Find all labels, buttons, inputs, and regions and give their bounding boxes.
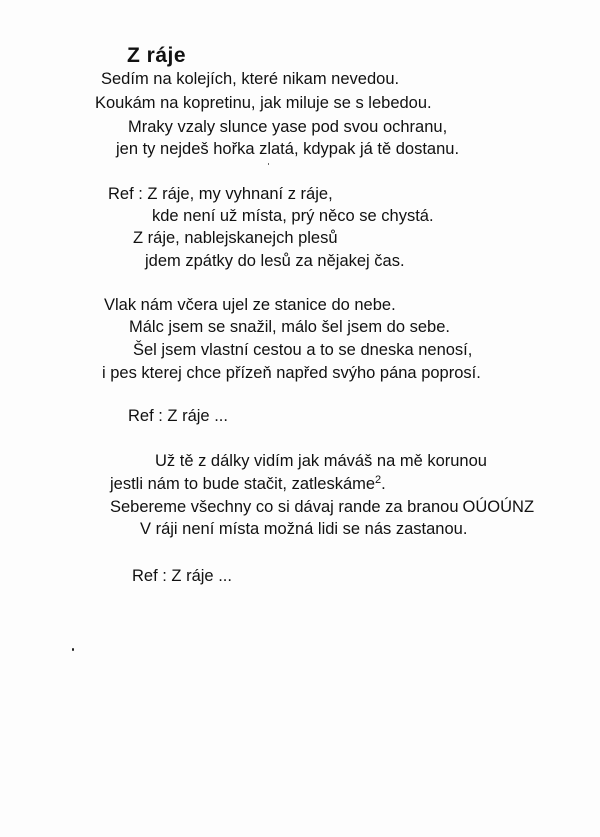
chorus-line3: Z ráje, nablejskanejch plesů bbox=[133, 229, 338, 247]
verse1-line1: Sedím na kolejích, které nikam nevedou. bbox=[101, 70, 400, 88]
verse3-line2-superscript: 2 bbox=[375, 474, 382, 486]
ref-short-1: Ref : Z ráje ... bbox=[128, 407, 228, 425]
scan-speck bbox=[268, 163, 269, 165]
verse3-line2-text: jestli nám to bude stačit, zatleskáme bbox=[110, 475, 376, 493]
scan-speck bbox=[72, 648, 74, 651]
verse1-line3: Mraky vzaly slunce yase pod svou ochranu, bbox=[128, 118, 448, 136]
verse3-line4: V ráji není místa možná lidi se nás zastanou. bbox=[140, 520, 468, 538]
verse3-line1: Už tě z dálky vidím jak máváš na mě korunou bbox=[155, 452, 487, 470]
verse3-line3-text: Sebereme všechny co si dávaj rande za branou bbox=[110, 498, 459, 516]
verse2-line4: i pes kterej chce přízeň napřed svýho pána poprosí. bbox=[102, 364, 481, 382]
chorus-line1: Ref : Z ráje, my vyhnaní z ráje, bbox=[108, 185, 333, 203]
verse3-line2-end: . bbox=[381, 475, 386, 493]
verse2-line2: Málc jsem se snažil, málo šel jsem do sebe. bbox=[129, 318, 450, 336]
verse2-line3: Šel jsem vlastní cestou a to se dneska nenosí, bbox=[133, 341, 473, 359]
verse1-line2: Koukám na kopretinu, jak miluje se s lebedou. bbox=[95, 94, 432, 112]
song-title: Z ráje bbox=[127, 44, 187, 67]
verse2-line1: Vlak nám včera ujel ze stanice do nebe. bbox=[104, 296, 396, 314]
verse3-line3 bbox=[110, 497, 534, 517]
verse3-line2 bbox=[110, 474, 386, 494]
verse1-line4: jen ty nejdeš hořka zlatá, kdypak já tě dostanu. bbox=[116, 140, 460, 158]
verse3-line3-suffix: OÚOÚNZ bbox=[462, 498, 535, 516]
chorus-line4: jdem zpátky do lesů za nějakej čas. bbox=[145, 252, 405, 270]
chorus-line2: kde není už místa, prý něco se chystá. bbox=[152, 207, 434, 225]
ref-short-2: Ref : Z ráje ... bbox=[132, 567, 232, 585]
